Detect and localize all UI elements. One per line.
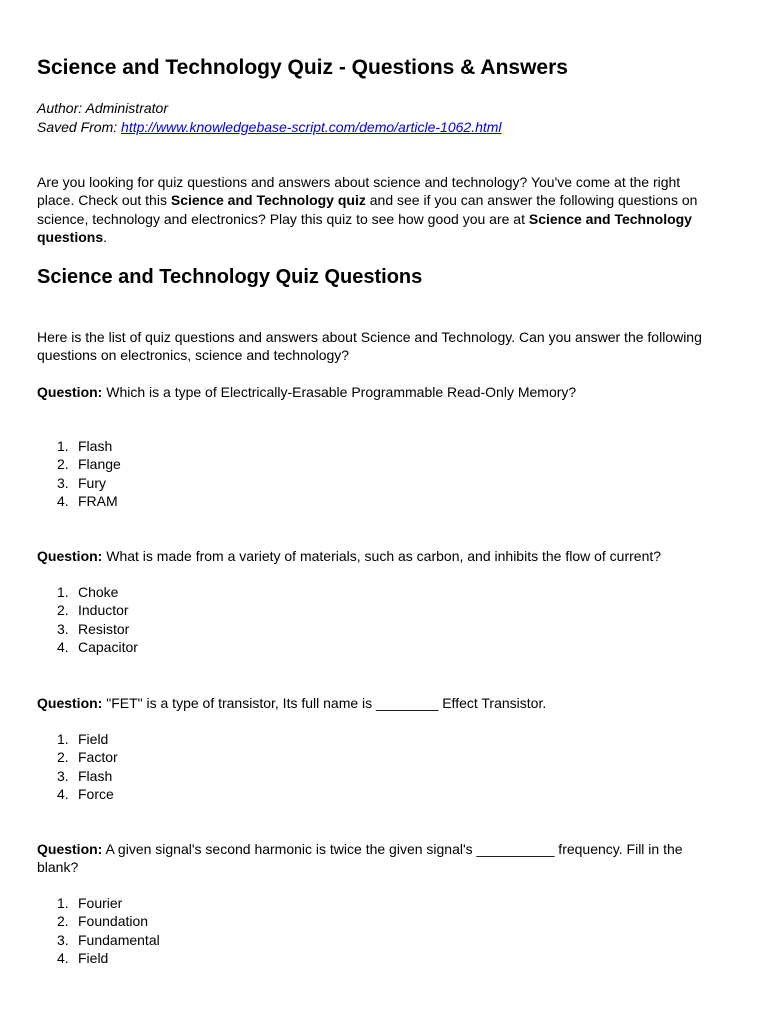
option-item bbox=[37, 949, 160, 967]
intro-text-3: . bbox=[103, 228, 108, 245]
option-label: Field bbox=[78, 731, 109, 747]
question-1-options bbox=[37, 437, 121, 510]
option-number: 3. bbox=[57, 767, 69, 784]
option-number: 4. bbox=[57, 638, 69, 655]
question-label: Question: bbox=[37, 548, 103, 564]
question-2 bbox=[37, 547, 717, 565]
option-label: Field bbox=[78, 949, 109, 966]
saved-from-label: Saved From: bbox=[37, 119, 122, 135]
option-label: Choke bbox=[78, 584, 119, 600]
option-number: 3. bbox=[57, 620, 69, 637]
option-number: 4. bbox=[57, 785, 69, 802]
option-label: FRAM bbox=[78, 492, 118, 509]
option-item bbox=[37, 894, 160, 912]
option-number: 1. bbox=[57, 895, 69, 911]
option-label: Foundation bbox=[78, 913, 149, 930]
option-number: 2. bbox=[57, 913, 69, 930]
question-4 bbox=[37, 840, 717, 877]
question-text: What is made from a variety of materials, such as carbon, and inhibits the flow of current? bbox=[102, 548, 662, 564]
option-label: Fundamental bbox=[78, 931, 160, 948]
intro-bold-1: Science and Technology quiz bbox=[170, 192, 366, 209]
page-title: Science and Technology Quiz - Questions & Answers bbox=[37, 56, 568, 79]
question-text: "FET" is a type of transistor, Its full name is ________ Effect Transistor. bbox=[102, 695, 547, 711]
intro-text-2: and see if you can answer the following questions on science, technology and electronics? Play this quiz to see how good you are at bbox=[37, 192, 698, 227]
option-item bbox=[37, 474, 121, 492]
option-item bbox=[37, 638, 138, 656]
option-number: 2. bbox=[57, 456, 69, 473]
question-label: Question: bbox=[37, 384, 103, 400]
intro-text-1: Are you looking for quiz questions and answers about science and technology? You've come at the right place. Check out this bbox=[37, 174, 681, 209]
question-3 bbox=[37, 694, 717, 712]
option-number: 4. bbox=[57, 492, 69, 509]
option-number: 1. bbox=[57, 584, 69, 600]
question-label: Question: bbox=[37, 695, 103, 711]
option-item bbox=[37, 492, 121, 510]
option-number: 2. bbox=[57, 602, 69, 619]
option-item bbox=[37, 748, 118, 766]
section-heading: Science and Technology Quiz Questions bbox=[37, 266, 423, 288]
option-item bbox=[37, 730, 118, 748]
option-item bbox=[37, 583, 138, 601]
option-label: Factor bbox=[78, 749, 118, 766]
option-item bbox=[37, 912, 160, 930]
option-number: 4. bbox=[57, 949, 69, 966]
question-text: A given signal's second harmonic is twice the given signal's __________ frequency. Fill in the blank? bbox=[37, 841, 683, 876]
option-item bbox=[37, 620, 138, 638]
question-text: Which is a type of Electrically-Erasable Programmable Read-Only Memory? bbox=[102, 384, 577, 400]
option-number: 3. bbox=[57, 474, 69, 491]
author-line: Author: Administrator bbox=[37, 100, 168, 116]
option-label: Flange bbox=[78, 456, 121, 473]
option-item bbox=[37, 437, 121, 455]
option-item bbox=[37, 931, 160, 949]
option-item bbox=[37, 601, 138, 619]
option-label: Resistor bbox=[78, 620, 130, 637]
option-number: 3. bbox=[57, 931, 69, 948]
question-1 bbox=[37, 383, 717, 401]
intro-bold-2: Science and Technology questions bbox=[37, 210, 692, 245]
question-4-options bbox=[37, 894, 160, 967]
saved-from-line bbox=[37, 118, 502, 136]
option-label: Force bbox=[78, 785, 114, 802]
question-3-options bbox=[37, 730, 118, 803]
intro-paragraph bbox=[37, 173, 717, 246]
option-label: Flash bbox=[78, 767, 113, 784]
option-label: Capacitor bbox=[78, 638, 138, 655]
option-item bbox=[37, 767, 118, 785]
option-label: Flash bbox=[78, 438, 113, 454]
option-number: 1. bbox=[57, 731, 69, 747]
option-number: 1. bbox=[57, 438, 69, 454]
question-label: Question: bbox=[37, 841, 103, 857]
option-label: Inductor bbox=[78, 602, 129, 619]
source-link[interactable]: http://www.knowledgebase-script.com/demo/article-1062.html bbox=[121, 119, 502, 135]
section-intro-paragraph: Here is the list of quiz questions and answers about Science and Technology. Can you answer the following questions on electronics, science and technology? bbox=[37, 329, 702, 364]
option-item bbox=[37, 455, 121, 473]
question-2-options bbox=[37, 583, 138, 656]
option-label: Fury bbox=[78, 474, 106, 491]
option-label: Fourier bbox=[78, 895, 123, 911]
option-item bbox=[37, 785, 118, 803]
option-number: 2. bbox=[57, 749, 69, 766]
